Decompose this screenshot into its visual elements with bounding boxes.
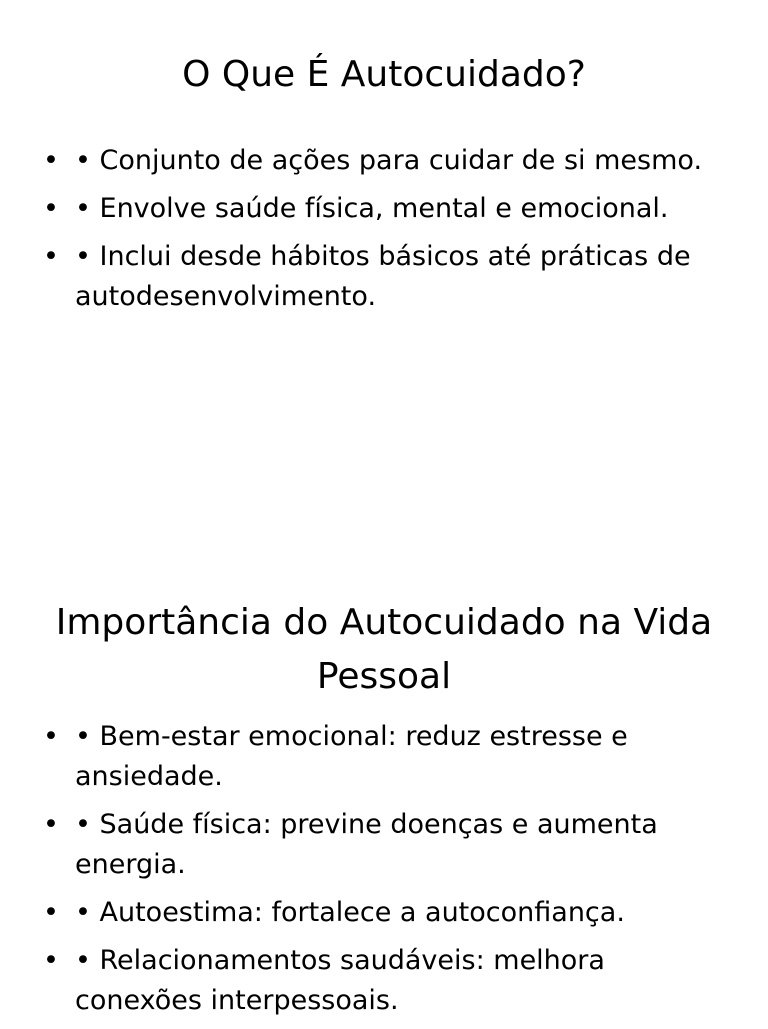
- bullet-marker: •: [43, 945, 59, 976]
- list-item-text: • Relacionamentos saudáveis: melhora conexões interpessoais.: [75, 945, 605, 1016]
- bullet-marker: •: [43, 145, 59, 176]
- list-item-text: • Conjunto de ações para cuidar de si mesmo.: [75, 145, 703, 176]
- bullet-list: [40, 141, 730, 325]
- list-item-text: • Autoestima: fortalece a autoconfiança.: [75, 897, 625, 928]
- slide-importance-of-self-care: [0, 512, 768, 1024]
- bullet-marker: •: [43, 809, 59, 840]
- list-item: [40, 189, 730, 229]
- slide-title: Importância do Autocuidado na Vida Pessoal: [55, 602, 713, 697]
- bullet-marker: •: [43, 897, 59, 928]
- bullet-list: [40, 717, 730, 1029]
- list-item-text: • Inclui desde hábitos básicos até práticas de autodesenvolvimento.: [75, 241, 691, 312]
- bullet-marker: •: [43, 241, 59, 272]
- list-item: [40, 237, 730, 317]
- list-item: [40, 717, 730, 797]
- slide-what-is-self-care: [0, 0, 768, 512]
- list-item-text: • Envolve saúde física, mental e emocional.: [75, 193, 669, 224]
- list-item-text: • Bem-estar emocional: reduz estresse e ansiedade.: [75, 721, 628, 792]
- list-item: [40, 141, 730, 181]
- list-item: [40, 893, 730, 933]
- list-item: [40, 941, 730, 1021]
- list-item-text: • Saúde física: previne doenças e aumenta energia.: [75, 809, 658, 880]
- slide-title: O Que É Autocuidado?: [182, 54, 586, 95]
- bullet-marker: •: [43, 721, 59, 752]
- list-item: [40, 805, 730, 885]
- bullet-marker: •: [43, 193, 59, 224]
